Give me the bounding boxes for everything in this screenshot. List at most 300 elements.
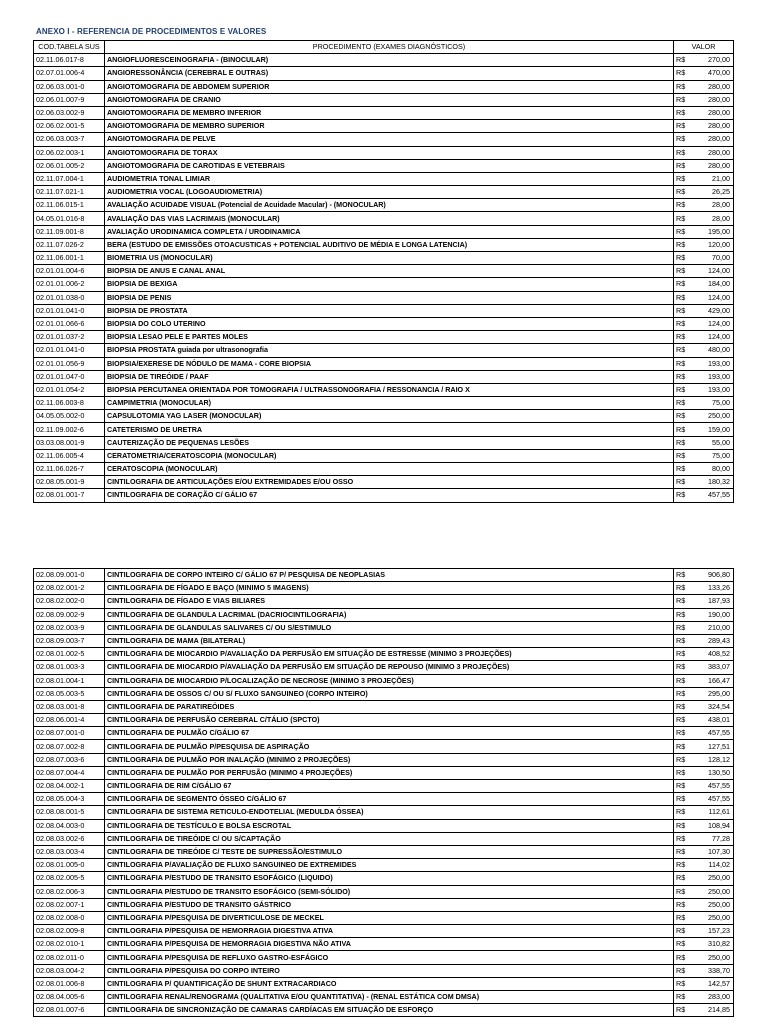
procedure-value: 75,00	[691, 397, 734, 410]
table-row	[34, 397, 734, 410]
procedure-name: AVALIAÇÃO DAS VIAS LACRIMAIS (MONOCULAR)	[105, 212, 674, 225]
table-row	[34, 212, 734, 225]
procedure-name: ANGIOTOMOGRAFIA DE MEMBRO SUPERIOR	[105, 120, 674, 133]
procedure-name: CINTILOGRAFIA DE MIOCARDIO P/AVALIAÇÃO DA PERFUSÃO EM SITUAÇÃO DE REPOUSO (MINIMO 3 PROJEÇÕES)	[105, 661, 674, 674]
table-row	[34, 634, 734, 647]
procedure-code: 02.08.02.011-0	[34, 951, 105, 964]
table-row	[34, 859, 734, 872]
table-row	[34, 780, 734, 793]
procedure-code: 02.08.07.001-0	[34, 727, 105, 740]
procedure-code: 02.08.01.007-6	[34, 1004, 105, 1017]
procedure-name: CINTILOGRAFIA DE RIM C/GÁLIO 67	[105, 780, 674, 793]
table-row	[34, 911, 734, 924]
procedure-name: CINTILOGRAFIA P/ESTUDO DE TRANSITO GÁSTRICO	[105, 898, 674, 911]
procedure-name: CINTILOGRAFIA DE PULMÃO POR PERFUSÃO (MINIMO 4 PROJEÇÕES)	[105, 766, 674, 779]
procedure-value: 80,00	[691, 463, 734, 476]
procedure-value: 457,55	[691, 793, 734, 806]
procedure-code: 02.08.09.001-0	[34, 569, 105, 582]
procedure-value: 310,82	[691, 938, 734, 951]
procedure-value: 184,00	[691, 278, 734, 291]
document-heading: ANEXO I - REFERENCIA DE PROCEDIMENTOS E VALORES	[36, 27, 267, 36]
procedure-code: 02.01.01.047-0	[34, 370, 105, 383]
currency-symbol: R$	[674, 238, 691, 251]
procedure-code: 02.06.01.005-2	[34, 159, 105, 172]
procedure-code: 02.01.01.056-9	[34, 357, 105, 370]
procedure-value: 190,00	[691, 608, 734, 621]
table-row	[34, 463, 734, 476]
table-row	[34, 845, 734, 858]
table-row	[34, 159, 734, 172]
table-row	[34, 370, 734, 383]
table-row	[34, 133, 734, 146]
procedure-value: 127,51	[691, 740, 734, 753]
currency-symbol: R$	[674, 252, 691, 265]
currency-symbol: R$	[674, 1004, 691, 1017]
table-row	[34, 964, 734, 977]
procedure-name: ANGIOTOMOGRAFIA DE PELVE	[105, 133, 674, 146]
procedure-value: 195,00	[691, 225, 734, 238]
procedure-value: 906,80	[691, 569, 734, 582]
table-row	[34, 225, 734, 238]
currency-symbol: R$	[674, 383, 691, 396]
procedure-code: 02.11.06.001-1	[34, 252, 105, 265]
table-row	[34, 898, 734, 911]
procedure-name: BIOPSIA DE BEXIGA	[105, 278, 674, 291]
procedure-name: CAMPIMETRIA (MONOCULAR)	[105, 397, 674, 410]
procedure-name: BIOPSIA PROSTATA guiada por ultrasonografia	[105, 344, 674, 357]
table-row	[34, 977, 734, 990]
procedure-value: 324,54	[691, 700, 734, 713]
procedure-code: 02.08.07.002-8	[34, 740, 105, 753]
currency-symbol: R$	[674, 595, 691, 608]
procedure-name: CINTILOGRAFIA DE SINCRONIZAÇÃO DE CAMARAS CARDÍACAS EM SITUAÇÃO DE ESFORÇO	[105, 1004, 674, 1017]
procedure-name: CINTILOGRAFIA P/ESTUDO DE TRANSITO ESOFÁGICO (SEMI-SÓLIDO)	[105, 885, 674, 898]
procedure-name: CINTILOGRAFIA RENAL/RENOGRAMA (QUALITATIVA E/OU QUANTITATIVA) - (RENAL ESTÁTICA COM DMSA)	[105, 991, 674, 1004]
currency-symbol: R$	[674, 304, 691, 317]
procedure-code: 02.08.09.002-9	[34, 608, 105, 621]
procedures-table-1	[33, 40, 734, 503]
procedure-code: 02.11.06.017-8	[34, 54, 105, 67]
table-row	[34, 317, 734, 330]
procedure-value: 383,07	[691, 661, 734, 674]
procedure-name: AUDIOMETRIA TONAL LIMIAR	[105, 172, 674, 185]
table-row	[34, 436, 734, 449]
procedure-name: CERATOMETRIA/CERATOSCOPIA (MONOCULAR)	[105, 449, 674, 462]
procedure-code: 02.08.02.001-2	[34, 582, 105, 595]
procedure-code: 02.01.01.054-2	[34, 383, 105, 396]
table-row	[34, 872, 734, 885]
procedure-name: CINTILOGRAFIA P/PESQUISA DO CORPO INTEIRO	[105, 964, 674, 977]
currency-symbol: R$	[674, 186, 691, 199]
procedure-name: ANGIOTOMOGRAFIA DE CRANIO	[105, 93, 674, 106]
procedure-name: CINTILOGRAFIA P/ESTUDO DE TRANSITO ESOFÁGICO (LIQUIDO)	[105, 872, 674, 885]
currency-symbol: R$	[674, 700, 691, 713]
procedure-name: CINTILOGRAFIA DE PARATIREÓIDES	[105, 700, 674, 713]
procedure-code: 02.11.06.026-7	[34, 463, 105, 476]
procedure-code: 02.06.02.001-5	[34, 120, 105, 133]
currency-symbol: R$	[674, 951, 691, 964]
currency-symbol: R$	[674, 225, 691, 238]
currency-symbol: R$	[674, 582, 691, 595]
table-row	[34, 793, 734, 806]
procedure-code: 02.11.07.026-2	[34, 238, 105, 251]
procedure-name: ANGIOTOMOGRAFIA DE ABDOMEM SUPERIOR	[105, 80, 674, 93]
procedure-name: CAUTERIZAÇÃO DE PEQUENAS LESÕES	[105, 436, 674, 449]
procedure-value: 289,43	[691, 634, 734, 647]
procedure-name: CINTILOGRAFIA P/ QUANTIFICAÇÃO DE SHUNT EXTRACARDIACO	[105, 977, 674, 990]
procedure-name: CINTILOGRAFIA DE PULMÃO POR INALAÇÃO (MINIMO 2 PROJEÇÕES)	[105, 753, 674, 766]
procedure-name: CINTILOGRAFIA DE PULMÃO P/PESQUISA DE ASPIRAÇÃO	[105, 740, 674, 753]
procedure-code: 02.06.03.003-7	[34, 133, 105, 146]
procedure-name: CINTILOGRAFIA DE TIREÓIDE C/ OU S/CAPTAÇÃO	[105, 832, 674, 845]
procedure-value: 214,85	[691, 1004, 734, 1017]
procedure-code: 03.03.08.001-9	[34, 436, 105, 449]
currency-symbol: R$	[674, 93, 691, 106]
table-row	[34, 687, 734, 700]
procedure-name: CINTILOGRAFIA DE TESTÍCULO E BOLSA ESCROTAL	[105, 819, 674, 832]
procedure-name: CINTILOGRAFIA DE MAMA (BILATERAL)	[105, 634, 674, 647]
currency-symbol: R$	[674, 172, 691, 185]
procedure-name: BIOPSIA LESAO PELE E PARTES MOLES	[105, 331, 674, 344]
currency-symbol: R$	[674, 146, 691, 159]
procedure-name: AVALIAÇÃO ACUIDADE VISUAL (Potencial de Acuidade Macular) - (MONOCULAR)	[105, 199, 674, 212]
procedure-name: ANGIORESSONÂNCIA (CEREBRAL E OUTRAS)	[105, 67, 674, 80]
procedure-code: 02.06.03.002-9	[34, 106, 105, 119]
currency-symbol: R$	[674, 608, 691, 621]
procedure-value: 124,00	[691, 331, 734, 344]
procedure-code: 02.11.09.002-6	[34, 423, 105, 436]
procedure-code: 02.08.02.005-5	[34, 872, 105, 885]
procedure-value: 180,32	[691, 476, 734, 489]
currency-symbol: R$	[674, 344, 691, 357]
currency-symbol: R$	[674, 674, 691, 687]
table-row	[34, 740, 734, 753]
procedure-value: 210,00	[691, 621, 734, 634]
procedure-code: 02.07.01.006-4	[34, 67, 105, 80]
procedure-code: 02.01.01.041-0	[34, 344, 105, 357]
table-row	[34, 806, 734, 819]
procedure-name: CINTILOGRAFIA DE CORAÇÃO C/ GÁLIO 67	[105, 489, 674, 502]
currency-symbol: R$	[674, 714, 691, 727]
table-row	[34, 410, 734, 423]
procedure-name: CINTILOGRAFIA DE SEGMENTO ÓSSEO C/GÁLIO 67	[105, 793, 674, 806]
table-row	[34, 661, 734, 674]
table-row	[34, 885, 734, 898]
procedure-value: 166,47	[691, 674, 734, 687]
procedure-code: 02.08.05.003-5	[34, 687, 105, 700]
procedure-name: CINTILOGRAFIA DE SISTEMA RETICULO-ENDOTELIAL (MEDULDA ÓSSEA)	[105, 806, 674, 819]
procedure-code: 02.08.01.004-1	[34, 674, 105, 687]
procedure-code: 02.08.04.002-1	[34, 780, 105, 793]
procedure-name: CINTILOGRAFIA DE PULMÃO C/GÁLIO 67	[105, 727, 674, 740]
procedure-value: 438,01	[691, 714, 734, 727]
procedure-name: CINTILOGRAFIA DE ARTICULAÇÕES E/OU EXTREMIDADES E/OU OSSO	[105, 476, 674, 489]
procedure-name: CINTILOGRAFIA DE MIOCARDIO P/LOCALIZAÇÃO DE NECROSE (MINIMO 3 PROJEÇÕES)	[105, 674, 674, 687]
procedure-code: 02.08.02.003-9	[34, 621, 105, 634]
procedure-value: 114,02	[691, 859, 734, 872]
procedure-value: 280,00	[691, 146, 734, 159]
procedure-code: 04.05.05.002-0	[34, 410, 105, 423]
currency-symbol: R$	[674, 291, 691, 304]
procedure-value: 193,00	[691, 370, 734, 383]
procedure-code: 02.08.02.010-1	[34, 938, 105, 951]
currency-symbol: R$	[674, 621, 691, 634]
procedure-value: 124,00	[691, 291, 734, 304]
currency-symbol: R$	[674, 687, 691, 700]
table-row	[34, 120, 734, 133]
currency-symbol: R$	[674, 159, 691, 172]
currency-symbol: R$	[674, 569, 691, 582]
procedure-code: 04.05.01.016-8	[34, 212, 105, 225]
table-row	[34, 383, 734, 396]
table-row	[34, 476, 734, 489]
table-row	[34, 423, 734, 436]
currency-symbol: R$	[674, 278, 691, 291]
currency-symbol: R$	[674, 370, 691, 383]
table-row	[34, 54, 734, 67]
table-row	[34, 106, 734, 119]
procedure-value: 28,00	[691, 212, 734, 225]
procedure-code: 02.11.06.005-4	[34, 449, 105, 462]
table-row	[34, 252, 734, 265]
procedure-code: 02.01.01.004-6	[34, 265, 105, 278]
procedure-value: 26,25	[691, 186, 734, 199]
table-row	[34, 238, 734, 251]
currency-symbol: R$	[674, 410, 691, 423]
procedure-value: 128,12	[691, 753, 734, 766]
procedure-value: 283,00	[691, 991, 734, 1004]
procedure-value: 250,00	[691, 911, 734, 924]
procedure-code: 02.08.08.001-5	[34, 806, 105, 819]
procedure-code: 02.08.02.002-0	[34, 595, 105, 608]
table-row	[34, 449, 734, 462]
procedure-name: BIOPSIA DE PENIS	[105, 291, 674, 304]
procedure-name: CINTILOGRAFIA DE MIOCARDIO P/AVALIAÇÃO DA PERFUSÃO EM SITUAÇÃO DE ESTRESSE (MINIMO 3 PROJEÇÕES)	[105, 648, 674, 661]
procedure-value: 457,55	[691, 780, 734, 793]
procedure-code: 02.08.01.005-0	[34, 859, 105, 872]
procedure-code: 02.08.01.001-7	[34, 489, 105, 502]
procedure-value: 21,00	[691, 172, 734, 185]
procedure-code: 02.08.07.003-6	[34, 753, 105, 766]
procedure-value: 280,00	[691, 93, 734, 106]
procedure-value: 470,00	[691, 67, 734, 80]
procedure-value: 280,00	[691, 106, 734, 119]
procedure-code: 02.06.03.001-0	[34, 80, 105, 93]
table-row	[34, 700, 734, 713]
procedure-name: CERATOSCOPIA (MONOCULAR)	[105, 463, 674, 476]
procedure-name: CINTILOGRAFIA DE FÍGADO E BAÇO (MINIMO 5 IMAGENS)	[105, 582, 674, 595]
currency-symbol: R$	[674, 885, 691, 898]
table-row	[34, 714, 734, 727]
procedure-value: 270,00	[691, 54, 734, 67]
currency-symbol: R$	[674, 911, 691, 924]
procedure-value: 280,00	[691, 159, 734, 172]
procedure-name: BIOMETRIA US (MONOCULAR)	[105, 252, 674, 265]
procedure-value: 108,94	[691, 819, 734, 832]
table-row	[34, 93, 734, 106]
procedure-name: ANGIOFLUORESCEINOGRAFIA - (BINOCULAR)	[105, 54, 674, 67]
procedure-name: BERA (ESTUDO DE EMISSÕES OTOACUSTICAS + POTENCIAL AUDITIVO DE MÉDIA E LONGA LATENCIA)	[105, 238, 674, 251]
procedure-code: 02.08.03.003-4	[34, 845, 105, 858]
table-row	[34, 753, 734, 766]
procedure-value: 408,52	[691, 648, 734, 661]
currency-symbol: R$	[674, 872, 691, 885]
currency-symbol: R$	[674, 265, 691, 278]
procedure-value: 124,00	[691, 317, 734, 330]
procedure-code: 02.08.07.004-4	[34, 766, 105, 779]
procedure-name: CINTILOGRAFIA DE GLANDULA LACRIMAL (DACRIOCINTILOGRAFIA)	[105, 608, 674, 621]
table-row	[34, 595, 734, 608]
currency-symbol: R$	[674, 463, 691, 476]
procedure-value: 75,00	[691, 449, 734, 462]
currency-symbol: R$	[674, 938, 691, 951]
procedure-value: 250,00	[691, 872, 734, 885]
procedure-value: 142,57	[691, 977, 734, 990]
procedure-code: 02.08.05.001-9	[34, 476, 105, 489]
table-row	[34, 951, 734, 964]
table-row	[34, 146, 734, 159]
procedure-code: 02.08.02.009-8	[34, 925, 105, 938]
header-code: COD.TABELA SUS	[34, 41, 105, 54]
table-row	[34, 832, 734, 845]
table-row	[34, 938, 734, 951]
table-row	[34, 621, 734, 634]
currency-symbol: R$	[674, 449, 691, 462]
currency-symbol: R$	[674, 898, 691, 911]
procedure-name: BIOPSIA/EXERESE DE NÓDULO DE MAMA - CORE BIOPSIA	[105, 357, 674, 370]
procedure-code: 02.06.01.007-9	[34, 93, 105, 106]
header-value: VALOR	[674, 41, 734, 54]
procedure-value: 193,00	[691, 383, 734, 396]
procedure-code: 02.01.01.066-6	[34, 317, 105, 330]
currency-symbol: R$	[674, 661, 691, 674]
currency-symbol: R$	[674, 991, 691, 1004]
procedures-table-2	[33, 568, 734, 1017]
table-row	[34, 80, 734, 93]
currency-symbol: R$	[674, 977, 691, 990]
procedure-name: BIOPSIA DE PROSTATA	[105, 304, 674, 317]
procedure-value: 280,00	[691, 80, 734, 93]
procedure-value: 107,30	[691, 845, 734, 858]
table-header-row	[34, 41, 734, 54]
currency-symbol: R$	[674, 199, 691, 212]
procedure-name: AVALIAÇÃO URODINAMICA COMPLETA / URODINAMICA	[105, 225, 674, 238]
currency-symbol: R$	[674, 133, 691, 146]
currency-symbol: R$	[674, 727, 691, 740]
procedure-name: CINTILOGRAFIA P/PESQUISA DE REFLUXO GASTRO-ESFÁGICO	[105, 951, 674, 964]
currency-symbol: R$	[674, 397, 691, 410]
procedure-value: 130,50	[691, 766, 734, 779]
table-row	[34, 727, 734, 740]
table-row	[34, 331, 734, 344]
procedure-name: AUDIOMETRIA VOCAL (LOGOAUDIOMETRIA)	[105, 186, 674, 199]
procedure-name: CINTILOGRAFIA P/PESQUISA DE DIVERTICULOSE DE MECKEL	[105, 911, 674, 924]
procedure-value: 429,00	[691, 304, 734, 317]
procedure-name: CATETERISMO DE URETRA	[105, 423, 674, 436]
procedure-name: CINTILOGRAFIA DE TIREÓIDE C/ TESTE DE SUPRESSÃO/ESTIMULO	[105, 845, 674, 858]
procedure-value: 112,61	[691, 806, 734, 819]
procedure-code: 02.08.02.006-3	[34, 885, 105, 898]
procedure-name: CINTILOGRAFIA DE OSSOS C/ OU S/ FLUXO SANGUINEO (CORPO INTEIRO)	[105, 687, 674, 700]
procedure-name: BIOPSIA DE TIREÓIDE / PAAF	[105, 370, 674, 383]
currency-symbol: R$	[674, 634, 691, 647]
procedure-code: 02.01.01.038-0	[34, 291, 105, 304]
table-row	[34, 489, 734, 502]
currency-symbol: R$	[674, 740, 691, 753]
table-row	[34, 199, 734, 212]
table-row	[34, 766, 734, 779]
procedure-value: 157,23	[691, 925, 734, 938]
header-procedure: PROCEDIMENTO (EXAMES DIAGNÓSTICOS)	[105, 41, 674, 54]
table-row	[34, 1004, 734, 1017]
procedure-code: 02.08.02.008-0	[34, 911, 105, 924]
table-row	[34, 344, 734, 357]
table-row	[34, 186, 734, 199]
procedure-code: 02.08.05.004-3	[34, 793, 105, 806]
procedure-name: ANGIOTOMOGRAFIA DE TORAX	[105, 146, 674, 159]
procedure-value: 480,00	[691, 344, 734, 357]
table-row	[34, 648, 734, 661]
currency-symbol: R$	[674, 793, 691, 806]
currency-symbol: R$	[674, 964, 691, 977]
procedure-code: 02.11.07.004-1	[34, 172, 105, 185]
procedure-value: 120,00	[691, 238, 734, 251]
procedure-value: 280,00	[691, 120, 734, 133]
currency-symbol: R$	[674, 832, 691, 845]
procedure-code: 02.01.01.006-2	[34, 278, 105, 291]
procedure-code: 02.08.03.001-8	[34, 700, 105, 713]
procedure-name: CINTILOGRAFIA DE FÍGADO E VIAS BILIARES	[105, 595, 674, 608]
table-row	[34, 582, 734, 595]
procedure-value: 70,00	[691, 252, 734, 265]
currency-symbol: R$	[674, 859, 691, 872]
procedure-code: 02.08.02.007-1	[34, 898, 105, 911]
currency-symbol: R$	[674, 925, 691, 938]
procedure-value: 28,00	[691, 199, 734, 212]
procedure-code: 02.11.07.021-1	[34, 186, 105, 199]
currency-symbol: R$	[674, 423, 691, 436]
table-row	[34, 304, 734, 317]
currency-symbol: R$	[674, 489, 691, 502]
procedure-name: BIOPSIA DO COLO UTERINO	[105, 317, 674, 330]
procedure-name: CINTILOGRAFIA P/AVALIAÇÃO DE FLUXO SANGUINEO DE EXTREMIDES	[105, 859, 674, 872]
procedure-name: CINTILOGRAFIA DE CORPO INTEIRO C/ GÁLIO 67 P/ PESQUISA DE NEOPLASIAS	[105, 569, 674, 582]
table-row	[34, 278, 734, 291]
table-row	[34, 608, 734, 621]
procedure-code: 02.08.04.003-0	[34, 819, 105, 832]
procedure-name: CINTILOGRAFIA DE GLANDULAS SALIVARES C/ OU S/ESTIMULO	[105, 621, 674, 634]
procedure-code: 02.11.09.001-8	[34, 225, 105, 238]
currency-symbol: R$	[674, 780, 691, 793]
table-row	[34, 674, 734, 687]
currency-symbol: R$	[674, 766, 691, 779]
currency-symbol: R$	[674, 54, 691, 67]
table-row	[34, 67, 734, 80]
table-row	[34, 991, 734, 1004]
procedure-value: 193,00	[691, 357, 734, 370]
currency-symbol: R$	[674, 80, 691, 93]
procedure-code: 02.01.01.041-0	[34, 304, 105, 317]
procedure-value: 295,00	[691, 687, 734, 700]
currency-symbol: R$	[674, 357, 691, 370]
procedure-code: 02.08.01.003-3	[34, 661, 105, 674]
table-row	[34, 291, 734, 304]
currency-symbol: R$	[674, 120, 691, 133]
currency-symbol: R$	[674, 819, 691, 832]
procedure-value: 338,70	[691, 964, 734, 977]
procedure-value: 159,00	[691, 423, 734, 436]
procedure-value: 55,00	[691, 436, 734, 449]
